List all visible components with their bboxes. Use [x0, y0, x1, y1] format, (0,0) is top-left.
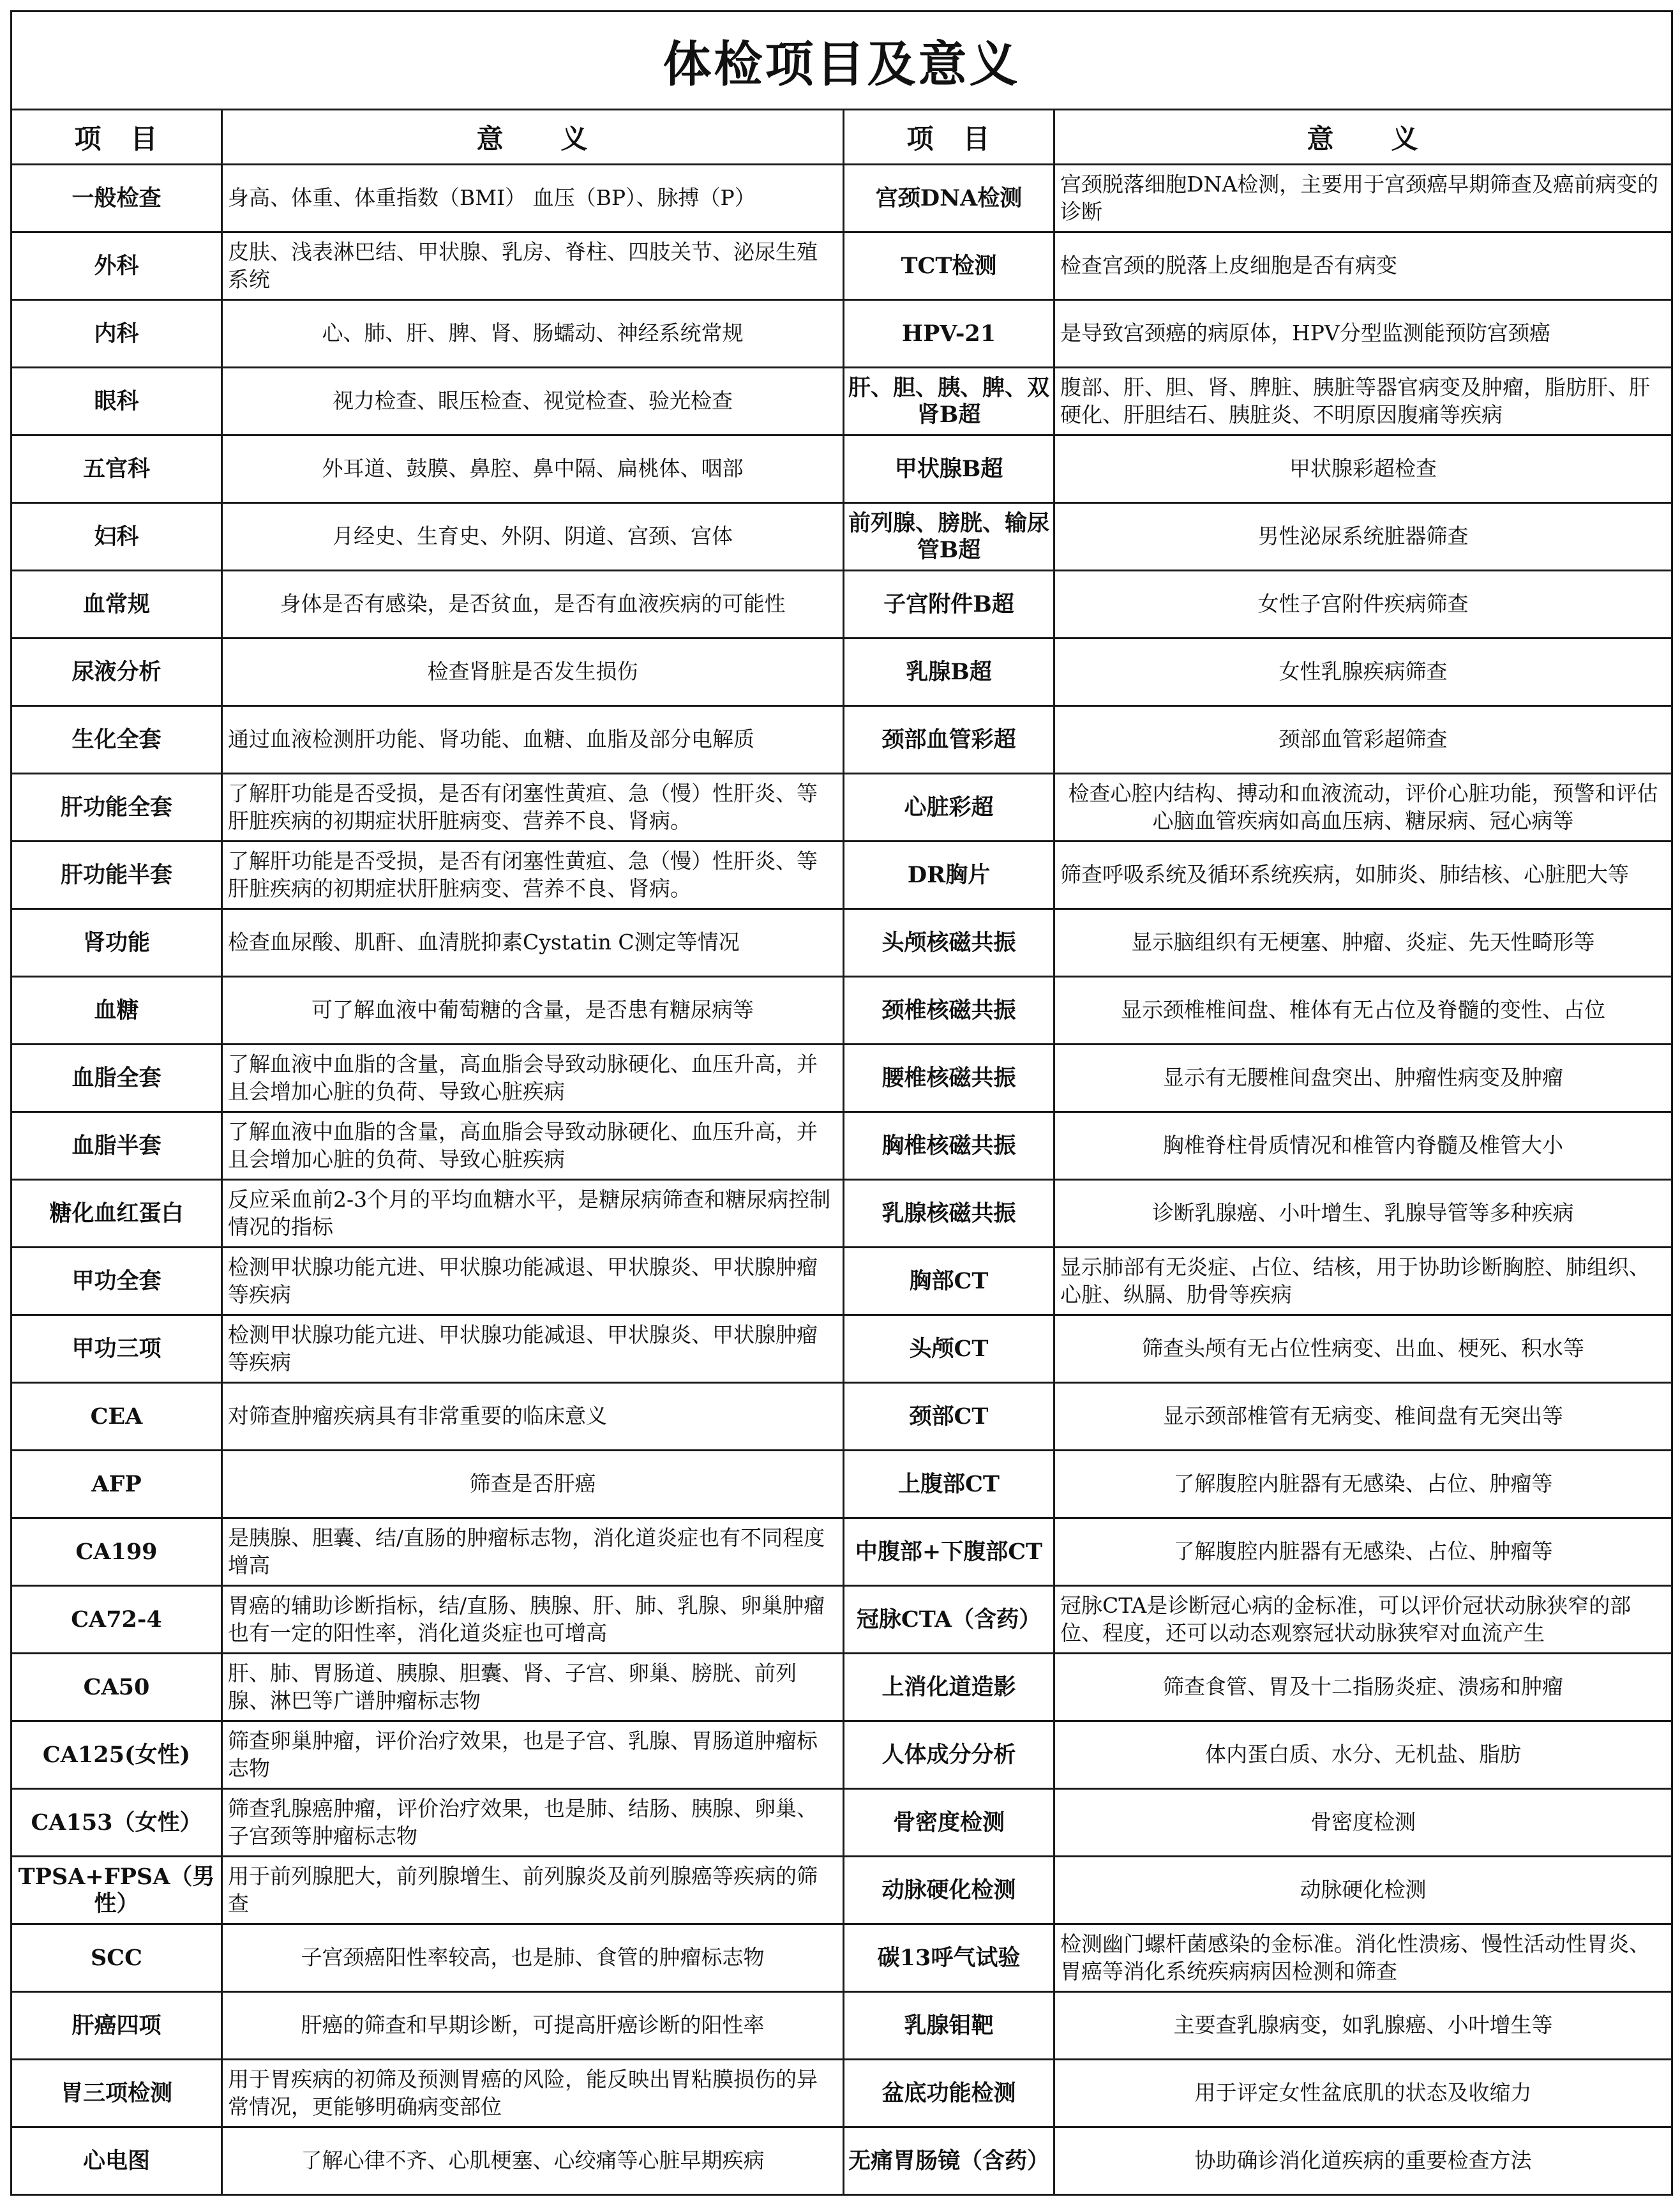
- exam-meaning-right: 女性子宫附件疾病筛查: [1054, 571, 1672, 638]
- exam-meaning-right: 宫颈脱落细胞DNA检测，主要用于宫颈癌早期筛查及癌前病变的诊断: [1054, 165, 1672, 232]
- table-row: [11, 1721, 1672, 1789]
- exam-item-right: 子宫附件B超: [844, 571, 1054, 638]
- table-row: [11, 232, 1672, 300]
- exam-meaning-right: 甲状腺彩超检查: [1054, 435, 1672, 503]
- exam-item-right: 乳腺B超: [844, 638, 1054, 706]
- exam-item-right: 骨密度检测: [844, 1789, 1054, 1857]
- exam-item-left: CA50: [11, 1654, 222, 1721]
- exam-meaning-right: 用于评定女性盆底肌的状态及收缩力: [1054, 2060, 1672, 2127]
- exam-item-left: CA72-4: [11, 1586, 222, 1654]
- exam-item-right: 前列腺、膀胱、输尿管B超: [844, 503, 1054, 571]
- exam-meaning-left: 视力检查、眼压检查、视觉检查、验光检查: [222, 368, 844, 435]
- exam-item-left: CA153（女性）: [11, 1789, 222, 1857]
- exam-meaning-right: 是导致宫颈癌的病原体，HPV分型监测能预防宫颈癌: [1054, 300, 1672, 368]
- exam-meaning-left: 子宫颈癌阳性率较高，也是肺、食管的肿瘤标志物: [222, 1924, 844, 1992]
- exam-meaning-right: 筛查呼吸系统及循环系统疾病，如肺炎、肺结核、心脏肥大等: [1054, 842, 1672, 909]
- exam-item-left: TPSA+FPSA（男性）: [11, 1857, 222, 1924]
- table-row: [11, 1789, 1672, 1857]
- exam-meaning-left: 了解血液中血脂的含量，高血脂会导致动脉硬化、血压升高，并且会增加心脏的负荷、导致心脏疾病: [222, 1045, 844, 1112]
- exam-meaning-right: 腹部、肝、胆、肾、脾脏、胰脏等器官病变及肿瘤，脂肪肝、肝硬化、肝胆结石、胰脏炎、不明原因腹痛等疾病: [1054, 368, 1672, 435]
- exam-meaning-left: 可了解血液中葡萄糖的含量，是否患有糖尿病等: [222, 977, 844, 1045]
- exam-meaning-right: 显示脑组织有无梗塞、肿瘤、炎症、先天性畸形等: [1054, 909, 1672, 977]
- exam-item-right: 心脏彩超: [844, 774, 1054, 842]
- exam-item-left: CA125(女性): [11, 1721, 222, 1789]
- exam-item-left: 糖化血红蛋白: [11, 1180, 222, 1248]
- table-row: [11, 977, 1672, 1045]
- exam-item-right: 上消化道造影: [844, 1654, 1054, 1721]
- table-row: [11, 503, 1672, 571]
- exam-item-left: 内科: [11, 300, 222, 368]
- table-row: [11, 1518, 1672, 1586]
- exam-item-left: 血脂全套: [11, 1045, 222, 1112]
- table-row: [11, 706, 1672, 774]
- exam-item-right: 颈椎核磁共振: [844, 977, 1054, 1045]
- exam-item-left: 心电图: [11, 2127, 222, 2195]
- table-row: [11, 435, 1672, 503]
- exam-meaning-right: 筛查头颅有无占位性病变、出血、梗死、积水等: [1054, 1315, 1672, 1383]
- exam-item-right: 颈部血管彩超: [844, 706, 1054, 774]
- exam-item-right: 胸椎核磁共振: [844, 1112, 1054, 1180]
- exam-item-right: 动脉硬化检测: [844, 1857, 1054, 1924]
- exam-item-left: CEA: [11, 1383, 222, 1451]
- exam-item-right: 胸部CT: [844, 1248, 1054, 1315]
- exam-meaning-left: 了解肝功能是否受损，是否有闭塞性黄疸、急（慢）性肝炎、等肝脏疾病的初期症状肝脏病变、营养不良、肾病。: [222, 774, 844, 842]
- exam-item-right: HPV-21: [844, 300, 1054, 368]
- exam-item-left: 妇科: [11, 503, 222, 571]
- exam-item-right: 中腹部+下腹部CT: [844, 1518, 1054, 1586]
- table-row: [11, 1045, 1672, 1112]
- table-row: [11, 368, 1672, 435]
- table-row: [11, 1586, 1672, 1654]
- exam-meaning-left: 检测甲状腺功能亢进、甲状腺功能减退、甲状腺炎、甲状腺肿瘤等疾病: [222, 1315, 844, 1383]
- exam-item-right: DR胸片: [844, 842, 1054, 909]
- table-row: [11, 638, 1672, 706]
- exam-item-right: 盆底功能检测: [844, 2060, 1054, 2127]
- exam-meaning-left: 皮肤、浅表淋巴结、甲状腺、乳房、脊柱、四肢关节、泌尿生殖系统: [222, 232, 844, 300]
- exam-item-right: 冠脉CTA（含药）: [844, 1586, 1054, 1654]
- exam-meaning-right: 骨密度检测: [1054, 1789, 1672, 1857]
- table-body: [11, 165, 1672, 2195]
- table-row: [11, 300, 1672, 368]
- exam-meaning-left: 肝癌的筛查和早期诊断，可提高肝癌诊断的阳性率: [222, 1992, 844, 2060]
- table-row: [11, 1180, 1672, 1248]
- exam-meaning-right: 颈部血管彩超筛查: [1054, 706, 1672, 774]
- exam-meaning-left: 月经史、生育史、外阴、阴道、宫颈、宫体: [222, 503, 844, 571]
- exam-meaning-right: 检查宫颈的脱落上皮细胞是否有病变: [1054, 232, 1672, 300]
- exam-item-left: 肝功能半套: [11, 842, 222, 909]
- exam-meaning-right: 显示肺部有无炎症、占位、结核，用于协助诊断胸腔、肺组织、心脏、纵膈、肋骨等疾病: [1054, 1248, 1672, 1315]
- exam-meaning-right: 显示颈部椎管有无病变、椎间盘有无突出等: [1054, 1383, 1672, 1451]
- exam-meaning-right: 检测幽门螺杆菌感染的金标准。消化性溃疡、慢性活动性胃炎、胃癌等消化系统疾病病因检测和筛查: [1054, 1924, 1672, 1992]
- exam-item-right: 乳腺核磁共振: [844, 1180, 1054, 1248]
- exam-item-left: 胃三项检测: [11, 2060, 222, 2127]
- exam-item-left: 尿液分析: [11, 638, 222, 706]
- exam-meaning-right: 冠脉CTA是诊断冠心病的金标准，可以评价冠状动脉狭窄的部位、程度，还可以动态观察冠状动脉狭窄对血流产生: [1054, 1586, 1672, 1654]
- exam-meaning-left: 检查肾脏是否发生损伤: [222, 638, 844, 706]
- exam-item-left: 血常规: [11, 571, 222, 638]
- table-row: [11, 1992, 1672, 2060]
- exam-meaning-right: 主要查乳腺病变，如乳腺癌、小叶增生等: [1054, 1992, 1672, 2060]
- header-meaning-left: 意 义: [222, 110, 844, 165]
- header-item-right: 项 目: [844, 110, 1054, 165]
- exam-meaning-right: 体内蛋白质、水分、无机盐、脂肪: [1054, 1721, 1672, 1789]
- exam-item-left: 甲功三项: [11, 1315, 222, 1383]
- exam-meaning-left: 身高、体重、体重指数（BMI） 血压（BP）、脉搏（P）: [222, 165, 844, 232]
- exam-item-right: 宫颈DNA检测: [844, 165, 1054, 232]
- table-row: [11, 1451, 1672, 1518]
- exam-item-right: 甲状腺B超: [844, 435, 1054, 503]
- exam-meaning-right: 了解腹腔内脏器有无感染、占位、肿瘤等: [1054, 1518, 1672, 1586]
- table-row: [11, 1654, 1672, 1721]
- exam-item-left: 甲功全套: [11, 1248, 222, 1315]
- header-meaning-right: 意 义: [1054, 110, 1672, 165]
- exam-meaning-right: 诊断乳腺癌、小叶增生、乳腺导管等多种疾病: [1054, 1180, 1672, 1248]
- exam-item-left: 血脂半套: [11, 1112, 222, 1180]
- exam-item-right: 颈部CT: [844, 1383, 1054, 1451]
- exam-meaning-left: 心、肺、肝、脾、肾、肠蠕动、神经系统常规: [222, 300, 844, 368]
- table-row: [11, 165, 1672, 232]
- exam-meaning-left: 了解血液中血脂的含量，高血脂会导致动脉硬化、血压升高，并且会增加心脏的负荷、导致心脏疾病: [222, 1112, 844, 1180]
- exam-table: [10, 10, 1673, 2196]
- exam-item-right: 上腹部CT: [844, 1451, 1054, 1518]
- exam-item-left: 生化全套: [11, 706, 222, 774]
- table-row: [11, 2060, 1672, 2127]
- exam-meaning-right: 女性乳腺疾病筛查: [1054, 638, 1672, 706]
- exam-item-right: 乳腺钼靶: [844, 1992, 1054, 2060]
- table-row: [11, 571, 1672, 638]
- exam-meaning-right: 动脉硬化检测: [1054, 1857, 1672, 1924]
- exam-item-left: 血糖: [11, 977, 222, 1045]
- exam-meaning-left: 是胰腺、胆囊、结/直肠的肿瘤标志物，消化道炎症也有不同程度增高: [222, 1518, 844, 1586]
- table-row: [11, 1248, 1672, 1315]
- table-row: [11, 1857, 1672, 1924]
- exam-item-right: 人体成分分析: [844, 1721, 1054, 1789]
- exam-item-left: 肝功能全套: [11, 774, 222, 842]
- page-title: 体检项目及意义: [11, 11, 1672, 110]
- exam-item-right: 头颅核磁共振: [844, 909, 1054, 977]
- exam-meaning-left: 了解肝功能是否受损，是否有闭塞性黄疸、急（慢）性肝炎、等肝脏疾病的初期症状肝脏病变、营养不良、肾病。: [222, 842, 844, 909]
- header-item-left: 项 目: [11, 110, 222, 165]
- exam-meaning-left: 用于胃疾病的初筛及预测胃癌的风险，能反映出胃粘膜损伤的异常情况，更能够明确病变部位: [222, 2060, 844, 2127]
- exam-meaning-left: 用于前列腺肥大，前列腺增生、前列腺炎及前列腺癌等疾病的筛查: [222, 1857, 844, 1924]
- exam-item-left: 五官科: [11, 435, 222, 503]
- exam-meaning-left: 对筛查肿瘤疾病具有非常重要的临床意义: [222, 1383, 844, 1451]
- table-row: [11, 2127, 1672, 2195]
- exam-item-right: 肝、胆、胰、脾、双肾B超: [844, 368, 1054, 435]
- exam-item-left: 一般检查: [11, 165, 222, 232]
- exam-meaning-left: 筛查卵巢肿瘤，评价治疗效果，也是子宫、乳腺、胃肠道肿瘤标志物: [222, 1721, 844, 1789]
- exam-item-right: 碳13呼气试验: [844, 1924, 1054, 1992]
- exam-meaning-left: 反应采血前2-3个月的平均血糖水平，是糖尿病筛查和糖尿病控制情况的指标: [222, 1180, 844, 1248]
- exam-meaning-right: 筛查食管、胃及十二指肠炎症、溃疡和肿瘤: [1054, 1654, 1672, 1721]
- exam-item-right: 腰椎核磁共振: [844, 1045, 1054, 1112]
- exam-meaning-left: 通过血液检测肝功能、肾功能、血糖、血脂及部分电解质: [222, 706, 844, 774]
- exam-meaning-left: 了解心律不齐、心肌梗塞、心绞痛等心脏早期疾病: [222, 2127, 844, 2195]
- table-row: [11, 909, 1672, 977]
- exam-item-right: 无痛胃肠镜（含药）: [844, 2127, 1054, 2195]
- exam-meaning-right: 协助确诊消化道疾病的重要检查方法: [1054, 2127, 1672, 2195]
- exam-meaning-left: 检测甲状腺功能亢进、甲状腺功能减退、甲状腺炎、甲状腺肿瘤等疾病: [222, 1248, 844, 1315]
- exam-sheet: [10, 10, 1671, 2196]
- table-row: [11, 774, 1672, 842]
- exam-meaning-left: 外耳道、鼓膜、鼻腔、鼻中隔、扁桃体、咽部: [222, 435, 844, 503]
- exam-item-right: 头颅CT: [844, 1315, 1054, 1383]
- exam-meaning-right: 男性泌尿系统脏器筛查: [1054, 503, 1672, 571]
- exam-meaning-right: 了解腹腔内脏器有无感染、占位、肿瘤等: [1054, 1451, 1672, 1518]
- exam-meaning-right: 显示颈椎椎间盘、椎体有无占位及脊髓的变性、占位: [1054, 977, 1672, 1045]
- exam-meaning-left: 身体是否有感染，是否贫血，是否有血液疾病的可能性: [222, 571, 844, 638]
- exam-meaning-left: 胃癌的辅助诊断指标，结/直肠、胰腺、肝、肺、乳腺、卵巢肿瘤也有一定的阳性率，消化道炎症也可增高: [222, 1586, 844, 1654]
- exam-item-right: TCT检测: [844, 232, 1054, 300]
- table-row: [11, 1383, 1672, 1451]
- exam-item-left: CA199: [11, 1518, 222, 1586]
- exam-item-left: 眼科: [11, 368, 222, 435]
- exam-meaning-right: 胸椎脊柱骨质情况和椎管内脊髓及椎管大小: [1054, 1112, 1672, 1180]
- exam-meaning-right: 检查心腔内结构、搏动和血液流动，评价心脏功能，预警和评估心脑血管疾病如高血压病、糖尿病、冠心病等: [1054, 774, 1672, 842]
- table-row: [11, 1112, 1672, 1180]
- exam-item-left: 肾功能: [11, 909, 222, 977]
- exam-meaning-left: 检查血尿酸、肌酐、血清胱抑素Cystatin C测定等情况: [222, 909, 844, 977]
- exam-meaning-left: 筛查是否肝癌: [222, 1451, 844, 1518]
- table-row: [11, 842, 1672, 909]
- table-row: [11, 1315, 1672, 1383]
- table-row: [11, 1924, 1672, 1992]
- exam-meaning-right: 显示有无腰椎间盘突出、肿瘤性病变及肿瘤: [1054, 1045, 1672, 1112]
- exam-item-left: AFP: [11, 1451, 222, 1518]
- exam-meaning-left: 筛查乳腺癌肿瘤，评价治疗效果，也是肺、结肠、胰腺、卵巢、子宫颈等肿瘤标志物: [222, 1789, 844, 1857]
- exam-meaning-left: 肝、肺、胃肠道、胰腺、胆囊、肾、子宫、卵巢、膀胱、前列腺、淋巴等广谱肿瘤标志物: [222, 1654, 844, 1721]
- exam-item-left: 外科: [11, 232, 222, 300]
- exam-item-left: 肝癌四项: [11, 1992, 222, 2060]
- exam-item-left: SCC: [11, 1924, 222, 1992]
